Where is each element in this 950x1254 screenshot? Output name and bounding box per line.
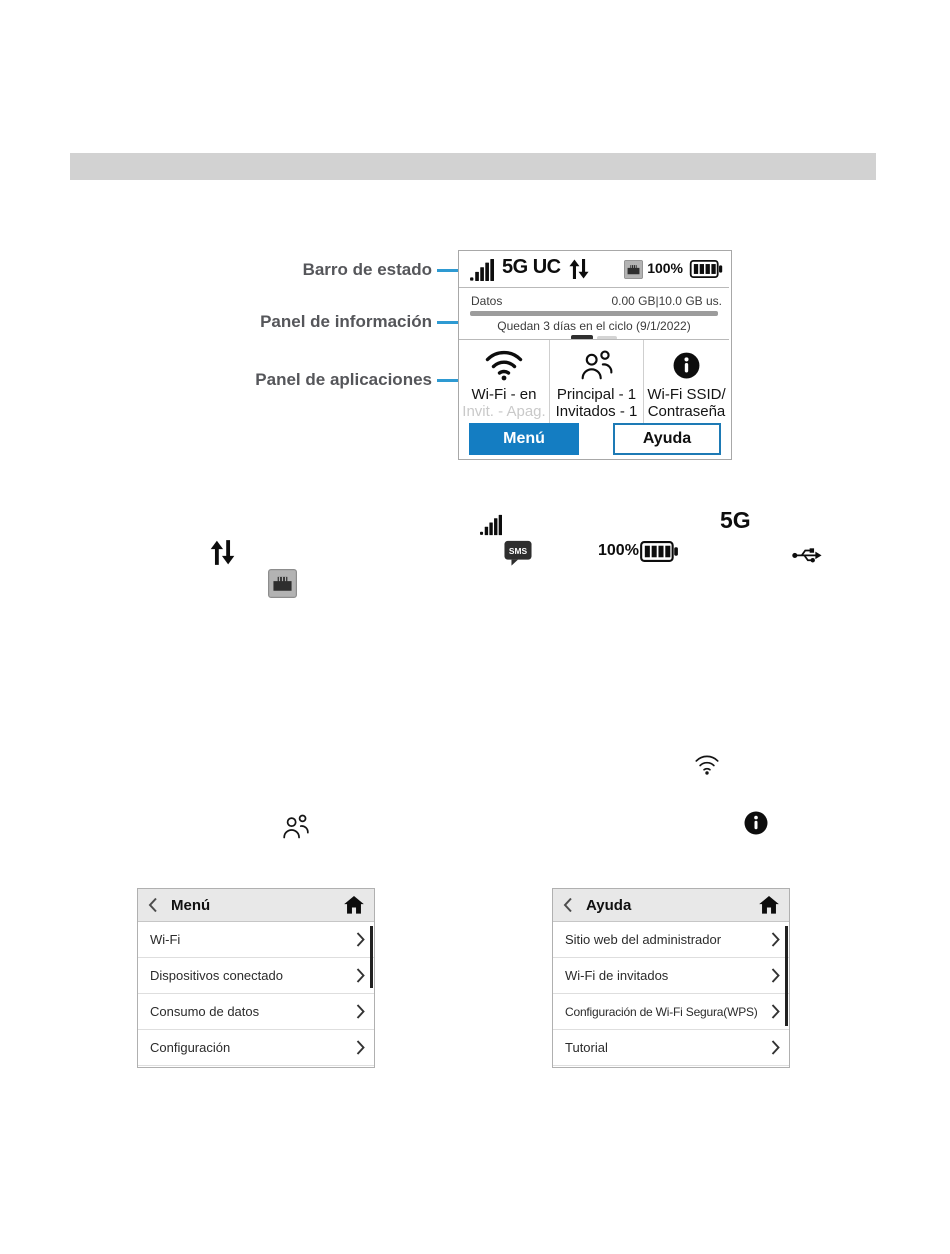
battery-icon: [640, 541, 678, 562]
help-item-tutorial[interactable]: [553, 1030, 789, 1066]
chevron-right-icon: [771, 932, 780, 947]
menu-item-wifi[interactable]: [138, 922, 374, 958]
chevron-right-icon: [771, 1004, 780, 1019]
people-icon: [282, 814, 310, 839]
menu-item-label: Sitio web del administrador: [565, 932, 722, 947]
battery-percent-label: 100%: [598, 542, 639, 559]
help-button[interactable]: Ayuda: [613, 423, 721, 455]
help-item-admin-site[interactable]: [553, 922, 789, 958]
updown-arrows-icon: [568, 259, 590, 279]
callout-status-bar: Barro de estado: [302, 260, 432, 279]
app-tile-label: Principal - 1: [556, 386, 637, 403]
network-5g-label: 5G: [720, 507, 751, 533]
app-tile-label: Wi-Fi - en: [471, 386, 537, 403]
menu-screen-header: [138, 889, 374, 922]
sms-icon: [504, 540, 532, 567]
menu-item-label: Dispositivos conectado: [150, 968, 283, 983]
chevron-right-icon: [356, 1004, 365, 1019]
callout-info-panel: Panel de información: [260, 312, 432, 331]
help-item-wps[interactable]: [553, 994, 789, 1030]
menu-button[interactable]: Menú: [469, 423, 579, 455]
help-screen-header: [553, 889, 789, 922]
info-icon: [673, 340, 700, 386]
chevron-right-icon: [356, 968, 365, 983]
updown-arrows-icon: [209, 540, 236, 565]
data-usage-progressbar: [470, 311, 718, 316]
home-icon[interactable]: [344, 896, 364, 914]
callout-line: [437, 379, 458, 382]
network-type-label: 5G UC: [502, 256, 561, 278]
chevron-right-icon: [771, 968, 780, 983]
device-screen-mockup: [458, 250, 732, 460]
ethernet-icon: [268, 569, 297, 598]
app-tile-sublabel: Invitados - 1: [555, 403, 638, 420]
apps-panel: [459, 340, 729, 423]
back-chevron-icon[interactable]: [563, 897, 573, 913]
help-item-guest-wifi[interactable]: [553, 958, 789, 994]
menu-screen-capture: [137, 888, 375, 1068]
status-bar-divider: [459, 287, 729, 288]
back-chevron-icon[interactable]: [148, 897, 158, 913]
battery-icon: [689, 260, 723, 278]
menu-item-label: Wi-Fi: [150, 932, 181, 947]
app-tile-devices[interactable]: [549, 340, 643, 423]
usb-icon: [792, 545, 822, 564]
app-tile-sublabel: Invit. - Apag.: [462, 403, 546, 420]
scrollbar[interactable]: [370, 926, 373, 988]
menu-item-label: Consumo de datos: [150, 1004, 260, 1019]
data-usage-value: 0.00 GB|10.0 GB us.: [611, 294, 722, 308]
callout-apps-panel: Panel de aplicaciones: [255, 370, 432, 389]
menu-screen-title: Menú: [171, 896, 211, 914]
cycle-remaining-text: Quedan 3 días en el ciclo (9/1/2022): [497, 319, 691, 333]
data-panel-title: Datos: [471, 294, 503, 308]
wifi-icon: [694, 754, 720, 775]
callout-line: [437, 321, 458, 324]
app-tile-label: Wi-Fi SSID/: [647, 386, 726, 403]
wifi-icon: [484, 340, 524, 386]
section-heading-bar: [70, 153, 876, 180]
menu-item-devices[interactable]: [138, 958, 374, 994]
app-tile-sublabel: Contraseña: [647, 403, 726, 420]
scrollbar[interactable]: [785, 926, 788, 1026]
app-tile-ssid[interactable]: [643, 340, 729, 423]
app-tile-wifi[interactable]: [459, 340, 549, 423]
help-screen-title: Ayuda: [586, 896, 632, 914]
sms-icon-text: SMS: [508, 546, 528, 557]
chevron-right-icon: [771, 1040, 780, 1055]
menu-item-label: Configuración de Wi-Fi Segura(WPS): [565, 1004, 758, 1019]
signal-bars-icon: [480, 512, 502, 538]
battery-percent-label: 100%: [647, 260, 683, 276]
signal-bars-icon: [468, 259, 496, 281]
help-screen-capture: [552, 888, 790, 1068]
callout-line: [437, 269, 458, 272]
menu-item-label: Wi-Fi de invitados: [565, 968, 669, 983]
menu-item-settings[interactable]: [138, 1030, 374, 1066]
menu-item-label: Tutorial: [565, 1040, 608, 1055]
ethernet-icon: [623, 260, 644, 279]
chevron-right-icon: [356, 1040, 365, 1055]
people-icon: [580, 340, 614, 386]
chevron-right-icon: [356, 932, 365, 947]
info-icon: [744, 811, 768, 835]
menu-item-label: Configuración: [150, 1040, 231, 1055]
home-icon[interactable]: [759, 896, 779, 914]
menu-item-data-usage[interactable]: [138, 994, 374, 1030]
